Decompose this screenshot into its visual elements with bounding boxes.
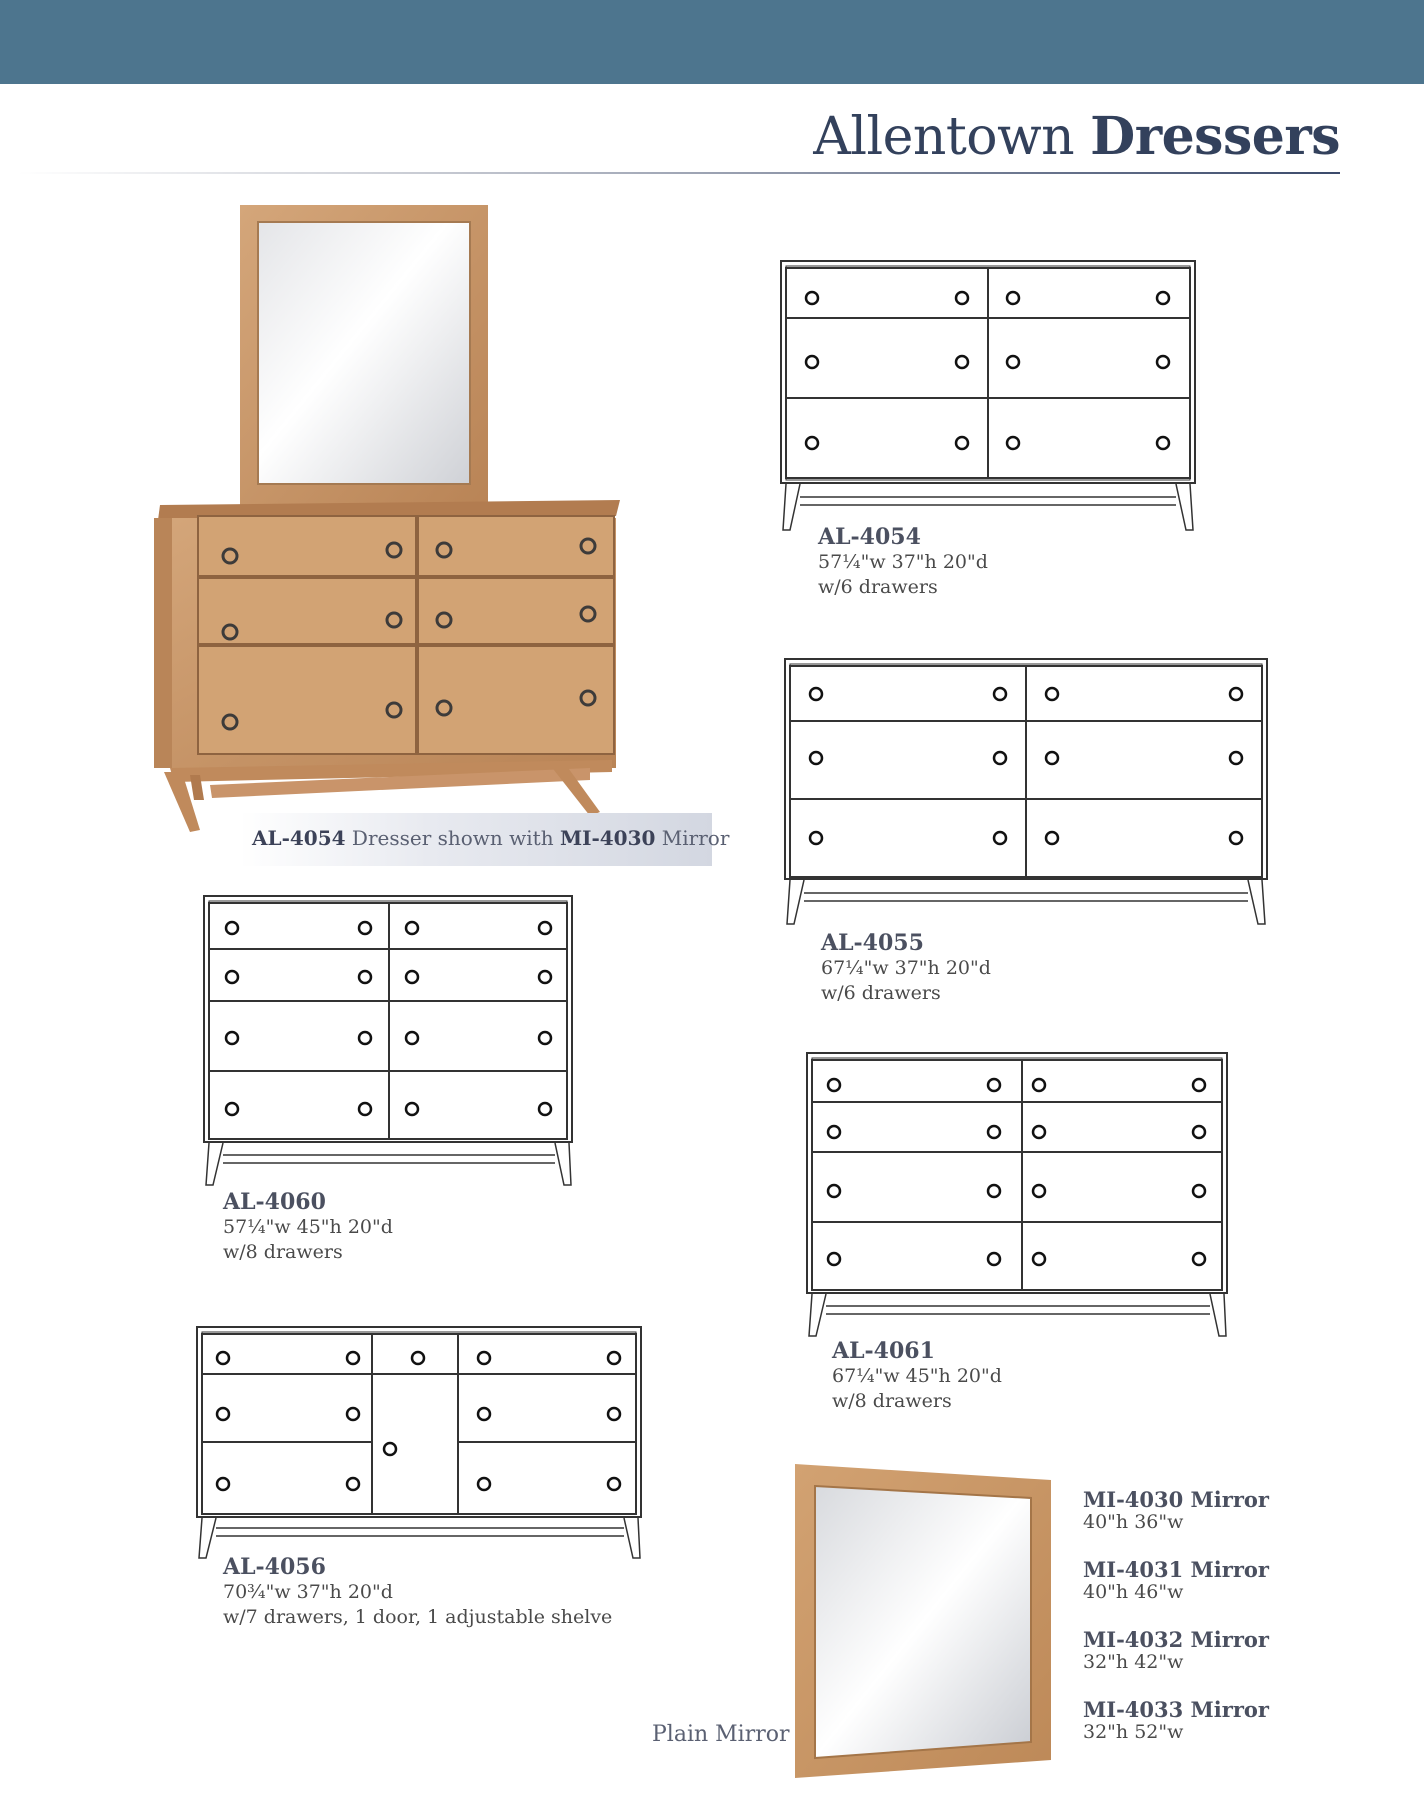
al-4054-spec: AL-4054 57¼"w 37"h 20"d w/6 drawers: [818, 524, 988, 598]
plain-mirror-label: Plain Mirror: [652, 1722, 790, 1747]
plain-mirror-photo: [793, 1462, 1055, 1780]
mirror-spec-4033: MI-4033 Mirror 32"h 52"w: [1083, 1697, 1269, 1743]
al-4056-drawing: [196, 1326, 644, 1562]
dresser-photo: [150, 200, 630, 840]
photo-caption: AL-4054 Dresser shown with MI-4030 Mirror: [252, 826, 730, 850]
mirror-spec-4032: MI-4032 Mirror 32"h 42"w: [1083, 1627, 1269, 1673]
al-4055-spec: AL-4055 67¼"w 37"h 20"d w/6 drawers: [821, 930, 991, 1004]
mirror-spec-4030: MI-4030 Mirror 40"h 36"w: [1083, 1487, 1269, 1533]
al-4060-spec: AL-4060 57¼"w 45"h 20"d w/8 drawers: [223, 1189, 393, 1263]
al-4061-spec: AL-4061 67¼"w 45"h 20"d w/8 drawers: [832, 1338, 1002, 1412]
mirror-spec-4031: MI-4031 Mirror 40"h 46"w: [1083, 1557, 1269, 1603]
al-4054-drawing: [780, 260, 1198, 534]
al-4061-drawing: [806, 1052, 1230, 1340]
al-4055-drawing: [784, 658, 1270, 928]
page-title: Allentown Dressers: [813, 106, 1340, 167]
title-rule: [18, 172, 1340, 174]
al-4060-drawing: [203, 895, 575, 1189]
header-bar: [0, 0, 1424, 84]
al-4056-spec: AL-4056 70¾"w 37"h 20"d w/7 drawers, 1 door, 1 adjustable shelve: [223, 1554, 613, 1628]
